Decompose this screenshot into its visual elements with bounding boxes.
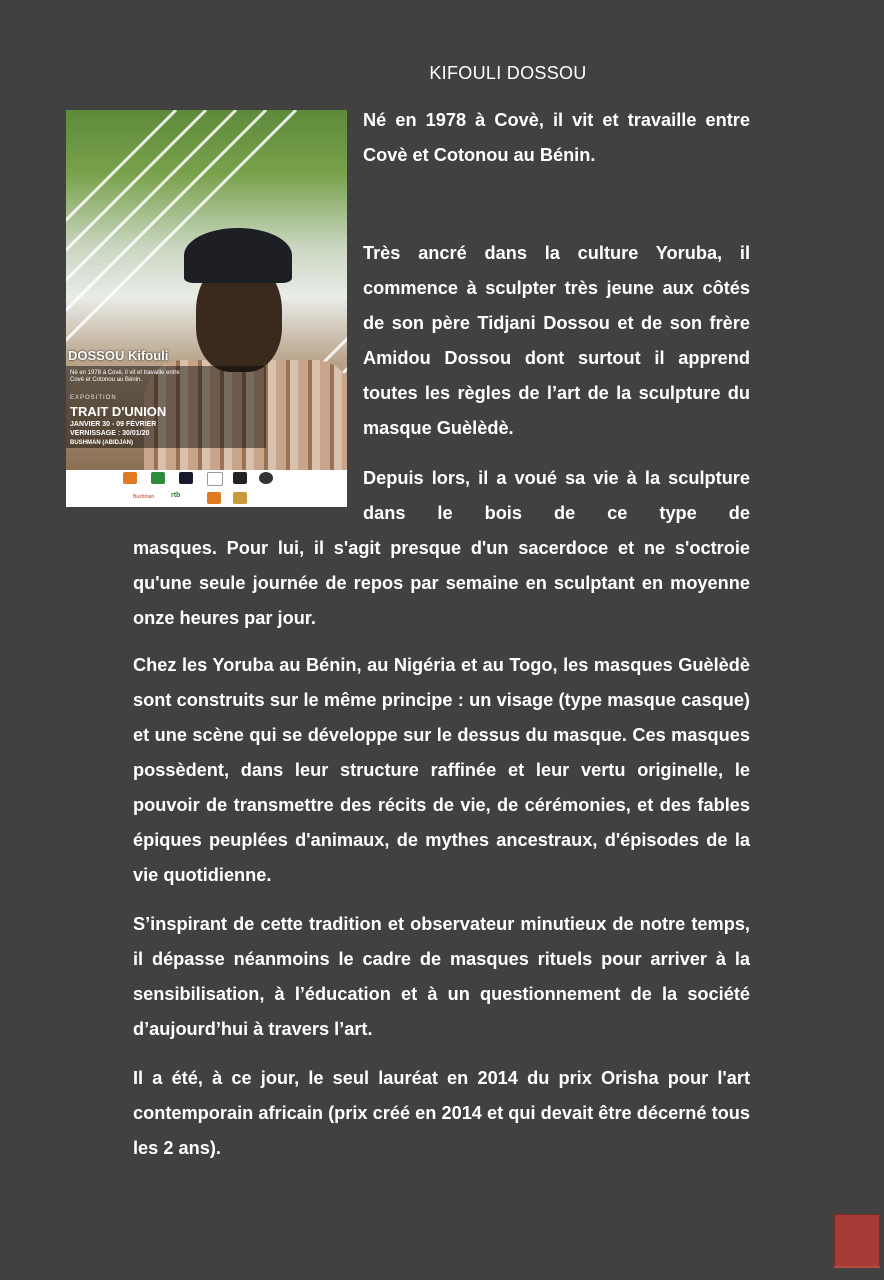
artist-photo xyxy=(66,110,347,470)
poster-dates: JANVIER 30 - 09 FÉVRIER xyxy=(70,421,157,428)
paragraph-dedication-end: masques. Pour lui, il s'agit presque d'un sacerdoce et ne s'octroie qu'une seule journée de repos par semaine en sculptant en moyenne onze heures par jour. xyxy=(133,538,750,628)
poster-bio-line-2: Covè et Cotonou au Bénin. xyxy=(70,377,143,383)
sponsor-logo-7 xyxy=(207,492,221,504)
poster-venue: BUSHMAN (ABIDJAN) xyxy=(70,440,133,446)
paragraph-dedication-start: Depuis lors, il a voué sa vie à la sculpture dans le bois de ce type de xyxy=(363,468,750,523)
sponsor-logo-8 xyxy=(233,492,247,504)
sponsor-logo-text-1: Bushman xyxy=(133,494,155,500)
poster-vernissage: VERNISSAGE : 30/01/20 xyxy=(70,430,150,437)
paragraph-orisha-prize: Il a été, à ce jour, le seul lauréat en 2014 du prix Orisha pour l'art contemporain africain (prix créé en 2014 et qui devait être décerné tous les 2 ans). xyxy=(133,1068,750,1158)
sponsor-logos xyxy=(121,472,291,506)
sponsor-logo-text-2: rtb xyxy=(171,492,181,499)
sponsor-logo-1 xyxy=(123,472,137,484)
sponsor-logo-6 xyxy=(259,472,273,484)
page-title xyxy=(0,63,884,84)
sponsor-logo-2 xyxy=(151,472,165,484)
sponsor-logo-4 xyxy=(207,472,223,486)
page-title-text: KIFOULI DOSSOU xyxy=(429,63,587,83)
sponsor-logo-5 xyxy=(233,472,247,484)
page-corner-line xyxy=(834,1266,880,1268)
exhibition-poster xyxy=(66,110,347,507)
sponsor-logo-3 xyxy=(179,472,193,484)
paragraph-yoruba-culture: Très ancré dans la culture Yoruba, il commence à sculpter très jeune aux côtés de son père Tidjani Dossou et de son frère Amidou Dossou dont surtout il apprend toutes les règles de l’art de la sculpture du masque Guèlèdè. xyxy=(363,243,750,438)
page-corner-marker xyxy=(834,1214,880,1268)
poster-bio-line-1: Né en 1978 à Covè, il vit et travaille entre xyxy=(70,370,180,376)
poster-artist-name: DOSSOU Kifouli xyxy=(68,348,169,363)
poster-exposition-label: EXPOSITION xyxy=(70,395,117,401)
paragraph-inspiration: S’inspirant de cette tradition et observateur minutieux de notre temps, il dépasse néanmoins le cadre de masques rituels pour arriver à la sensibilisation, à l’éducation et à un questionnement de la société d’aujourd’hui à travers l’art. xyxy=(133,914,750,1039)
paragraph-birth: Né en 1978 à Covè, il vit et travaille entre Covè et Cotonou au Bénin. xyxy=(363,110,750,165)
poster-show-title: TRAIT D'UNION xyxy=(70,404,167,419)
artist-cap xyxy=(184,228,292,283)
paragraph-guelede-masks: Chez les Yoruba au Bénin, au Nigéria et au Togo, les masques Guèlèdè sont construits sur le même principe : un visage (type masque casque) et une scène qui se développe sur le dessus du masque. Ces masques possèdent, dans leur structure raffinée et leur vertu originelle, le pouvoir de transmettre des récits de vie, de cérémonies, et des fables épiques peuplées d'animaux, de mythes ancestraux, d'épisodes de la vie quotidienne. xyxy=(133,655,750,885)
